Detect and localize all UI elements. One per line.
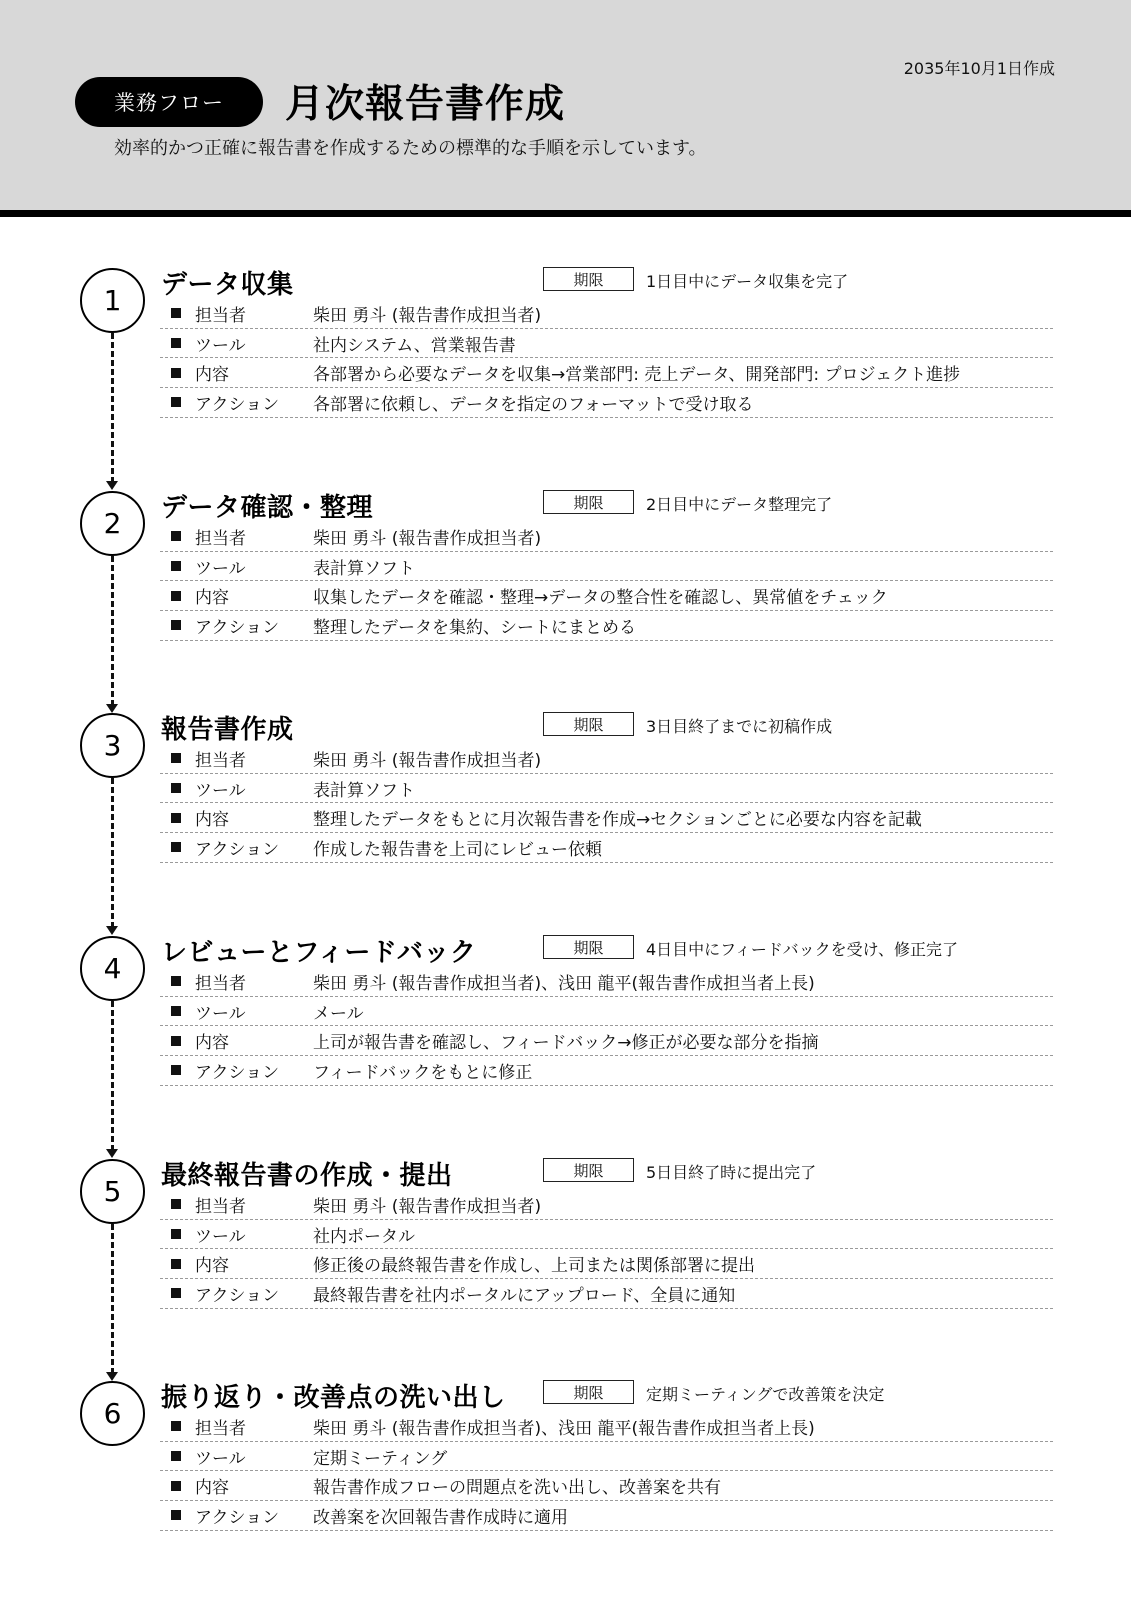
created-date: 2035年10月1日作成 [903,59,1055,78]
detail-row-content [160,1249,1053,1279]
row-value: 柴田 勇斗 (報告書作成担当者)、浅田 龍平(報告書作成担当者上長) [313,973,815,994]
detail-row-content [160,803,1053,833]
row-label: 内容 [195,365,229,386]
row-value: 最終報告書を社内ポータルにアップロード、全員に通知 [313,1285,736,1306]
step-details [160,522,1053,641]
detail-row-owner [160,967,1053,997]
row-value: 収集したデータを確認・整理→データの整合性を確認し、異常値をチェック [313,588,888,609]
step-number-circle: 2 [80,491,145,556]
connector-line-4-5 [111,1001,114,1151]
row-label: 内容 [195,810,229,831]
square-bullet-icon [171,1451,181,1461]
arrow-down-icon [106,704,118,713]
step-number-circle: 6 [80,1381,145,1446]
row-value: 整理したデータをもとに月次報告書を作成→セクションごとに必要な内容を記載 [313,810,922,831]
row-value: 柴田 勇斗 (報告書作成担当者)、浅田 龍平(報告書作成担当者上長) [313,1418,815,1439]
row-value: 柴田 勇斗 (報告書作成担当者) [313,528,542,549]
page-header [0,0,1131,210]
deadline-value: 4日目中にフィードバックを受け、修正完了 [646,940,958,959]
detail-row-content [160,358,1053,388]
step-title: 振り返り・改善点の洗い出し [161,1383,506,1413]
detail-row-owner [160,1412,1053,1442]
row-label: ツール [195,335,246,356]
detail-row-content [160,581,1053,611]
row-value: 定期ミーティング [313,1448,448,1469]
square-bullet-icon [171,1259,181,1269]
arrow-down-icon [106,926,118,935]
step-title: 最終報告書の作成・提出 [161,1161,453,1191]
step-title: 報告書作成 [161,715,294,745]
square-bullet-icon [171,531,181,541]
detail-row-action [160,833,1053,863]
deadline-label: 期限 [543,267,634,291]
deadline-value: 定期ミーティングで改善策を決定 [646,1385,885,1404]
square-bullet-icon [171,753,181,763]
square-bullet-icon [171,1510,181,1520]
row-value: 修正後の最終報告書を作成し、上司または関係部署に提出 [313,1256,755,1277]
deadline-label: 期限 [543,935,634,959]
step-number-circle: 4 [80,936,145,1001]
detail-row-action [160,611,1053,641]
row-label: ツール [195,1226,246,1247]
step-number-circle: 5 [80,1159,145,1224]
step-details [160,1190,1053,1309]
square-bullet-icon [171,976,181,986]
detail-row-action [160,1279,1053,1309]
step-details [160,967,1053,1086]
step-title: データ収集 [161,270,294,300]
row-label: アクション [195,394,280,415]
row-value: 整理したデータを集約、シートにまとめる [313,617,636,638]
row-label: ツール [195,1003,246,1024]
step-title: レビューとフィードバック [161,938,477,968]
row-label: 担当者 [195,1196,246,1217]
detail-row-owner [160,744,1053,774]
row-label: アクション [195,839,280,860]
row-label: 内容 [195,1033,229,1054]
arrow-down-icon [106,481,118,490]
step-title: データ確認・整理 [161,493,374,523]
deadline-label: 期限 [543,712,634,736]
step-details [160,1412,1053,1531]
row-label: アクション [195,1507,280,1528]
row-label: 内容 [195,588,229,609]
row-value: 報告書作成フローの問題点を洗い出し、改善案を共有 [313,1478,721,1499]
row-label: 内容 [195,1256,229,1277]
row-value: 社内ポータル [313,1226,415,1247]
deadline-value: 5日目終了時に提出完了 [646,1163,817,1182]
square-bullet-icon [171,1421,181,1431]
row-label: 担当者 [195,528,246,549]
square-bullet-icon [171,368,181,378]
step-number-circle: 3 [80,713,145,778]
row-value: メール [313,1003,364,1024]
square-bullet-icon [171,397,181,407]
square-bullet-icon [171,1288,181,1298]
row-label: アクション [195,1062,280,1083]
square-bullet-icon [171,308,181,318]
header-divider [0,210,1131,217]
step-details [160,744,1053,863]
square-bullet-icon [171,620,181,630]
deadline-label: 期限 [543,490,634,514]
row-value: 表計算ソフト [313,780,415,801]
detail-row-action [160,388,1053,418]
square-bullet-icon [171,561,181,571]
deadline-value: 1日目中にデータ収集を完了 [646,272,849,291]
detail-row-action [160,1501,1053,1531]
row-value: フィードバックをもとに修正 [313,1062,533,1083]
step-number-circle: 1 [80,268,145,333]
square-bullet-icon [171,338,181,348]
connector-line-5-6 [111,1224,114,1374]
connector-line-3-4 [111,778,114,928]
row-label: アクション [195,617,280,638]
page-subtitle: 効率的かつ正確に報告書を作成するための標準的な手順を示しています。 [114,138,707,159]
connector-line-1-2 [111,333,114,483]
row-label: 担当者 [195,973,246,994]
detail-row-owner [160,299,1053,329]
row-value: 表計算ソフト [313,558,415,579]
connector-line-2-3 [111,556,114,706]
detail-row-tool [160,774,1053,804]
row-value: 各部署から必要なデータを収集→営業部門: 売上データ、開発部門: プロジェクト進捗 [313,365,961,386]
row-value: 柴田 勇斗 (報告書作成担当者) [313,1196,542,1217]
detail-row-tool [160,997,1053,1027]
detail-row-owner [160,1190,1053,1220]
row-value: 社内システム、営業報告書 [313,335,516,356]
row-label: 担当者 [195,305,246,326]
square-bullet-icon [171,1229,181,1239]
row-label: アクション [195,1285,280,1306]
row-label: 担当者 [195,1418,246,1439]
deadline-label: 期限 [543,1158,634,1182]
row-value: 上司が報告書を確認し、フィードバック→修正が必要な部分を指摘 [313,1033,819,1054]
row-value: 柴田 勇斗 (報告書作成担当者) [313,750,542,771]
square-bullet-icon [171,591,181,601]
deadline-value: 2日目中にデータ整理完了 [646,495,833,514]
row-value: 改善案を次回報告書作成時に適用 [313,1507,568,1528]
detail-row-tool [160,1442,1053,1472]
square-bullet-icon [171,1065,181,1075]
row-value: 各部署に依頼し、データを指定のフォーマットで受け取る [313,394,754,415]
square-bullet-icon [171,842,181,852]
square-bullet-icon [171,1006,181,1016]
detail-row-content [160,1026,1053,1056]
square-bullet-icon [171,813,181,823]
square-bullet-icon [171,1036,181,1046]
row-label: ツール [195,1448,246,1469]
row-value: 作成した報告書を上司にレビュー依頼 [313,839,602,860]
row-label: ツール [195,780,246,801]
deadline-value: 3日目終了までに初稿作成 [646,717,833,736]
page-title: 月次報告書作成 [285,82,566,127]
arrow-down-icon [106,1149,118,1158]
category-badge: 業務フロー [75,77,263,127]
row-label: ツール [195,558,246,579]
row-label: 内容 [195,1478,229,1499]
detail-row-action [160,1056,1053,1086]
arrow-down-icon [106,1372,118,1381]
detail-row-tool [160,1220,1053,1250]
row-value: 柴田 勇斗 (報告書作成担当者) [313,305,542,326]
deadline-label: 期限 [543,1380,634,1404]
step-details [160,299,1053,418]
square-bullet-icon [171,783,181,793]
square-bullet-icon [171,1481,181,1491]
detail-row-content [160,1471,1053,1501]
detail-row-owner [160,522,1053,552]
row-label: 担当者 [195,750,246,771]
detail-row-tool [160,552,1053,582]
detail-row-tool [160,329,1053,359]
square-bullet-icon [171,1199,181,1209]
